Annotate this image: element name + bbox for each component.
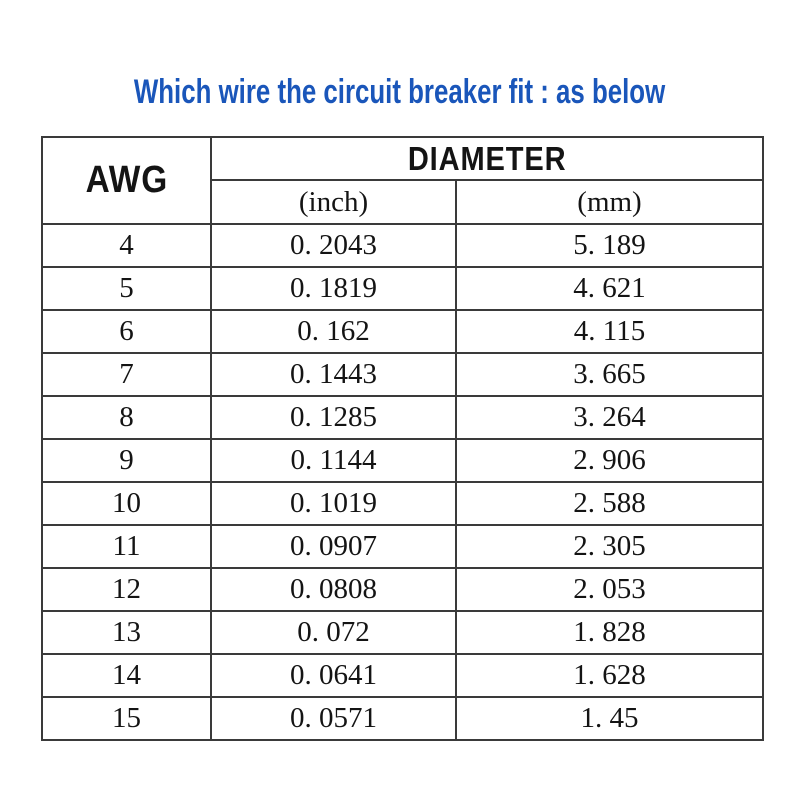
col-header-mm: (mm) [456, 180, 763, 224]
table-row [42, 697, 763, 740]
mm-cell: 2. 588 [456, 482, 763, 525]
inch-cell: 0. 0907 [211, 525, 456, 568]
table-row [42, 525, 763, 568]
mm-cell: 3. 665 [456, 353, 763, 396]
page-title-text: Which wire the circuit breaker fit : as below [134, 73, 666, 111]
mm-cell: 5. 189 [456, 224, 763, 267]
table-row [42, 439, 763, 482]
table-row [42, 310, 763, 353]
mm-cell: 4. 621 [456, 267, 763, 310]
table-row [42, 224, 763, 267]
awg-cell: 14 [42, 654, 211, 697]
col-header-awg [42, 137, 211, 224]
inch-cell: 0. 072 [211, 611, 456, 654]
awg-cell: 4 [42, 224, 211, 267]
table-row [42, 654, 763, 697]
awg-cell: 13 [42, 611, 211, 654]
mm-cell: 2. 305 [456, 525, 763, 568]
col-header-awg-text: AWG [85, 159, 168, 201]
table-row [42, 396, 763, 439]
mm-cell: 1. 45 [456, 697, 763, 740]
table-row [42, 568, 763, 611]
mm-cell: 4. 115 [456, 310, 763, 353]
table-row [42, 353, 763, 396]
inch-cell: 0. 1019 [211, 482, 456, 525]
mm-cell: 1. 628 [456, 654, 763, 697]
inch-cell: 0. 1443 [211, 353, 456, 396]
table-body [42, 224, 763, 740]
table-row [42, 611, 763, 654]
col-header-inch: (inch) [211, 180, 456, 224]
mm-cell: 3. 264 [456, 396, 763, 439]
inch-cell: 0. 0571 [211, 697, 456, 740]
table-header-row-group [42, 137, 763, 180]
inch-cell: 0. 2043 [211, 224, 456, 267]
awg-cell: 12 [42, 568, 211, 611]
awg-cell: 6 [42, 310, 211, 353]
inch-cell: 0. 162 [211, 310, 456, 353]
awg-cell: 10 [42, 482, 211, 525]
mm-cell: 2. 053 [456, 568, 763, 611]
col-header-diameter [211, 137, 763, 180]
table-row [42, 267, 763, 310]
awg-cell: 9 [42, 439, 211, 482]
mm-cell: 1. 828 [456, 611, 763, 654]
inch-cell: 0. 1819 [211, 267, 456, 310]
inch-cell: 0. 1285 [211, 396, 456, 439]
awg-cell: 15 [42, 697, 211, 740]
awg-diameter-table [41, 136, 764, 741]
inch-cell: 0. 0641 [211, 654, 456, 697]
mm-cell: 2. 906 [456, 439, 763, 482]
inch-cell: 0. 0808 [211, 568, 456, 611]
col-header-diameter-text: DIAMETER [407, 139, 567, 177]
awg-cell: 7 [42, 353, 211, 396]
page-title [0, 72, 800, 112]
awg-cell: 5 [42, 267, 211, 310]
awg-cell: 11 [42, 525, 211, 568]
inch-cell: 0. 1144 [211, 439, 456, 482]
awg-cell: 8 [42, 396, 211, 439]
table-row [42, 482, 763, 525]
